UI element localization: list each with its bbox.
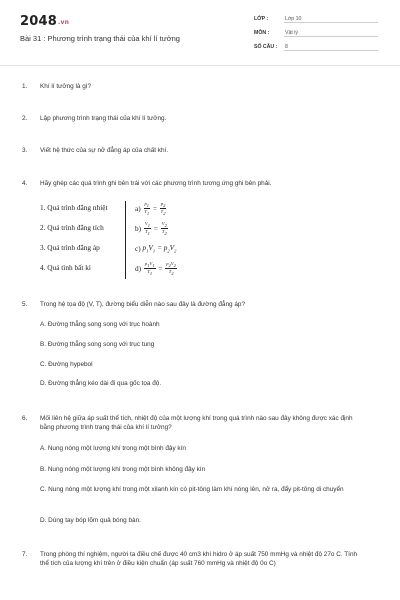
matching-divider — [125, 201, 126, 279]
question-4 — [22, 179, 362, 189]
equation-label: d) — [135, 263, 142, 273]
question-5 — [22, 300, 362, 310]
question-text: Lập phương trình trạng thái của khí lí tưởng. — [40, 115, 167, 122]
question-1 — [22, 82, 362, 92]
meta-question-count — [254, 44, 378, 51]
meta-value: 8 — [284, 44, 378, 51]
question-2 — [22, 114, 362, 124]
question-number: 1. — [22, 83, 28, 90]
question-3 — [22, 146, 362, 156]
answer-option[interactable]: C. Nung nóng một lượng khí trong một xilanh kín có pit-tông làm khí nóng lên, nở ra, đẩy pit-tông di chuyển — [40, 486, 344, 493]
meta-label: SỐ CÂU : — [254, 44, 278, 50]
meta-label: MÔN : — [254, 30, 270, 36]
answer-option[interactable]: D. Dùng tay bóp lõm quả bóng bàn. — [40, 517, 141, 524]
matching-left-item: 3. Quá trình đẳng áp — [40, 243, 100, 252]
header-divider — [0, 65, 400, 66]
answer-option[interactable]: A. Đường thẳng song song với trục hoành — [40, 321, 160, 328]
question-text: Viết hệ thức của sự nở đẳng áp của chất khí. — [40, 147, 169, 154]
fraction: $\frac{p_1V_1}{T_1}$ — [144, 260, 155, 276]
answer-option[interactable]: A. Nung nóng một lượng khí trong một bình đậy kín — [40, 445, 186, 452]
equation-b: b) $\frac{V_1}{T_1}$ = $\frac{V_2}{T_2}$ — [135, 220, 167, 236]
equation-a: a) $\frac{p_1}{T_1}$ = $\frac{p_2}{T_2}$ — [135, 200, 166, 216]
question-6 — [22, 414, 362, 434]
question-number: 7. — [22, 551, 28, 558]
fraction: $\frac{p_1}{T_1}$ — [144, 200, 150, 216]
meta-value: Vật lý — [284, 30, 378, 37]
fraction: $\frac{p_2}{T_2}$ — [160, 200, 166, 216]
question-number: 4. — [22, 180, 28, 187]
meta-label: LỚP : — [254, 16, 269, 22]
question-text: Trong hệ tọa độ (V, T), đường biểu diễn nào sau đây là đường đẳng áp? — [40, 301, 246, 308]
equation-c: c) $p_1V_1 = p_2V_2$ — [135, 242, 177, 254]
question-number: 2. — [22, 115, 28, 122]
question-text: Trong phòng thí nghiệm, người ta điều chế được 40 cm3 khí hidro ở áp suất 750 mmHg và nhiệt độ 27o C. Tính thể tích của lượng khí trên ở điều kiện chuẩn (áp suất 760 mmHg và nhiệt độ 0o C) — [40, 551, 358, 567]
meta-value: Lớp 10 — [284, 16, 378, 23]
matching-left-item: 1. Quá trình đẳng nhiệt — [40, 203, 108, 212]
matching-left-item: 2. Quá trình đẳng tích — [40, 223, 104, 232]
answer-option[interactable]: C. Đường hypebol — [40, 361, 93, 368]
matching-table — [40, 201, 230, 279]
equation-label: c) — [135, 243, 141, 253]
lesson-title: Bài 31 : Phương trình trạng thái của khí lí tưởng — [20, 34, 180, 43]
site-logo[interactable]: 2048.vn — [20, 14, 70, 29]
fraction: $\frac{V_2}{T_2}$ — [161, 220, 167, 236]
question-text: Mối liên hệ giữa áp suất thể tích, nhiệt độ của một lượng khí trong quá trình nào sau đây không được xác định bằng phương trình trạng thái của khí lí tưởng? — [40, 415, 353, 431]
question-number: 3. — [22, 147, 28, 154]
question-7 — [22, 550, 362, 580]
equation-label: b) — [135, 223, 142, 233]
equation-d: d) $\frac{p_1V_1}{T_1}$ = $\frac{p_2V_2}{T_2}$ — [135, 260, 176, 276]
answer-option[interactable]: B. Nung nóng một lượng khí trong một bình không đậy kín — [40, 466, 206, 473]
meta-subject — [254, 30, 378, 37]
answer-option[interactable]: D. Đường thẳng kéo dài đi qua gốc tọa độ. — [40, 380, 162, 387]
equation-label: a) — [135, 203, 141, 213]
question-text: Khí lí tưởng là gì? — [40, 83, 92, 90]
question-number: 6. — [22, 415, 28, 422]
fraction: $\frac{p_2V_2}{T_2}$ — [166, 260, 176, 276]
page-header — [0, 0, 400, 60]
meta-class — [254, 16, 378, 23]
question-text: Hãy ghép các quá trình ghi bên trái với các phương trình tương ứng ghi bên phải. — [40, 180, 272, 187]
matching-left-item: 4. Quá tình bất kì — [40, 263, 91, 272]
fraction: $\frac{V_1}{T_1}$ — [144, 220, 150, 236]
question-number: 5. — [22, 301, 28, 308]
answer-option[interactable]: B. Đường thẳng song song với trục tung — [40, 341, 155, 348]
